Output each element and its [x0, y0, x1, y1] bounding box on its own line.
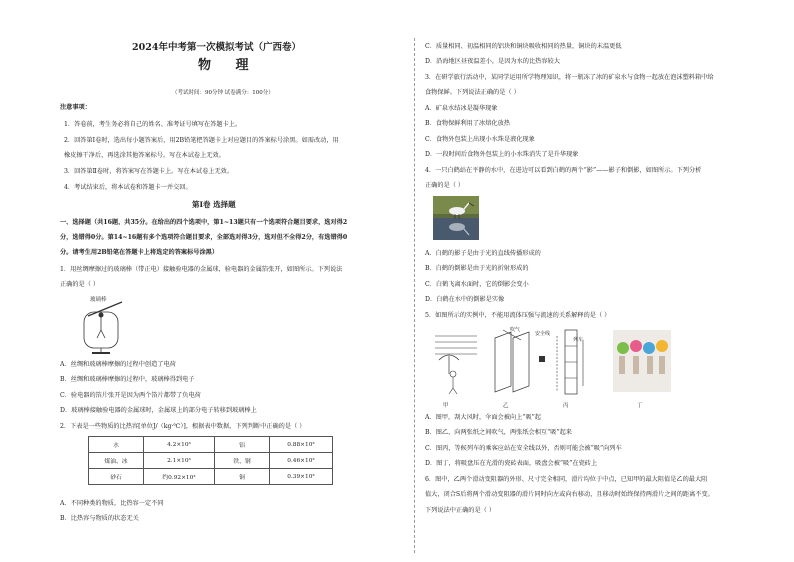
question-2-option[interactable]: D．沿海地区昼夜温差小，是因为水的比热容较大	[425, 58, 560, 65]
question-5-option[interactable]: C．图丙，等候列车的乘客应站在安全线以外，否则可能会被“吸”向列车	[425, 445, 622, 452]
table-row	[89, 469, 333, 485]
question-1-option[interactable]: D．玻璃棒接触验电器的金属球时，金属球上的部分电子转移到玻璃棒上	[60, 407, 257, 414]
figure-papers	[495, 330, 529, 392]
figure-caption-jia: 甲	[443, 403, 449, 409]
question-1-option[interactable]: C．验电器的箔片张开是因为两个箔片都带了负电荷	[60, 392, 201, 399]
notice-heading: 注意事项：	[60, 104, 91, 111]
question-1-stem: 正确的是（ ）	[60, 281, 100, 288]
table-cell: 煤油、冰	[89, 453, 144, 469]
table-cell: 铝	[215, 437, 270, 453]
question-4-option[interactable]: B．白鹤的倒影是由于光的折射形成的	[425, 265, 529, 272]
figure-caption-yi: 乙	[503, 403, 509, 409]
figure-umbrella	[435, 336, 477, 394]
table-cell: 铜	[215, 469, 270, 485]
exam-title: 2024年中考第一次模拟考试（广西卷）	[132, 42, 301, 53]
question-6-stem: 6．图中，乙两个滑动变阻器的外形、尺寸完全相同，滑片均位于中点，已知甲的最大阻值是乙的最大阻	[425, 476, 708, 483]
section-intro: 分，选错得0分。第14~16题有多个选项符合题目要求，全部选对得3分，选对但不全得2分，有选错得0	[60, 234, 348, 241]
question-2-option[interactable]: C．质量相同、初温相同的铝块和铜块吸收相同的热量，铜块的末温更低	[425, 43, 622, 50]
question-3-option[interactable]: A．矿泉水结冰是凝华现象	[425, 105, 498, 112]
table-cell: 0.39×10³	[270, 469, 333, 485]
question-3-option[interactable]: B．食物保鲜利用了冰熔化放热	[425, 120, 510, 127]
table-cell: 4.2×10³	[144, 437, 215, 453]
question-2-stem: 2．下表是一些物质的比热容[单位J/（kg·℃）]，根据表中数据，下列判断中正确的是（ ）	[60, 423, 306, 430]
question-5-option[interactable]: B．图乙，向两张纸之间吹气，两张纸会相互“吸”起来	[425, 429, 572, 436]
question-4-option[interactable]: D．白鹤在水中的倒影是实像	[425, 296, 505, 303]
table-cell: 铁、钢	[215, 453, 270, 469]
question-1-stem: 1．用丝绸摩擦过的玻璃棒（带正电）接触验电器的金属球，验电器的金属箔张开，如图所示。下列说法	[60, 266, 343, 273]
column-divider	[414, 38, 415, 553]
question-5-option[interactable]: D．图丁，将吸盘压在光滑的瓷砖表面，吸盘会被“吸”在瓷砖上	[425, 460, 598, 467]
figure-label-blow: 吹气	[510, 327, 521, 333]
table-row	[89, 437, 333, 453]
question-6-stem: 值大，闭合S后将两个滑动变阻器的滑片同时向左或向右移动，且移动时始终保持两滑片之间的距离不变。	[425, 491, 714, 498]
figure-label-glass-rod: 玻璃棒	[90, 297, 107, 303]
figure-suction-cups	[613, 330, 671, 392]
question-4-stem: 正确的是（ ）	[425, 182, 465, 189]
subject-title: 物 理	[198, 58, 259, 73]
figure-label-train: 列车	[573, 337, 584, 343]
right-column	[425, 0, 745, 562]
figure-label-safety-line: 安全线	[535, 331, 551, 337]
left-column	[60, 0, 410, 562]
notice-item: 1．答卷前，考生务必将自己的姓名、准考证号填写在答题卡上。	[64, 121, 242, 128]
table-row	[89, 453, 333, 469]
notice-item: 2．回答第Ⅰ卷时，选出每小题答案后，用2B铅笔把答题卡上对应题目的答案标号涂黑。如需改动，用	[64, 137, 339, 144]
question-1-option[interactable]: A．丝绸和玻璃棒摩擦的过程中创造了电荷	[60, 361, 176, 368]
table-cell: 0.88×10³	[270, 437, 333, 453]
table-cell: 2.1×10³	[144, 453, 215, 469]
specific-heat-table	[88, 436, 333, 485]
question-4-option[interactable]: C．白鹤飞离水面时，它的倒影会变小	[425, 281, 529, 288]
notice-item: 橡皮擦干净后，再选涂其他答案标号。写在本试卷上无效。	[64, 152, 225, 159]
question-6-stem: 下列说法中正确的是（ ）	[425, 507, 496, 514]
notice-item: 3．回答第Ⅱ卷时，将答案写在答题卡上。写在本试卷上无效。	[64, 168, 234, 175]
question-3-option[interactable]: D．一段时间后食物外包装上的小水珠消失了是升华现象	[425, 151, 579, 158]
question-4-stem: 4．一只白鹤站在平静的水中，在进边可以看到白鹤的两个“影”——影子和倒影，如图所示。下列分析	[425, 167, 702, 174]
figure-caption-bing: 丙	[563, 403, 569, 409]
notice-item: 4．考试结束后，将本试卷和答题卡一并交回。	[64, 184, 192, 191]
question-3-stem: 食物保鲜。下列说法正确的是（ ）	[425, 89, 520, 96]
section-title: 第Ⅰ卷 选择题	[192, 200, 236, 209]
question-5-stem: 5．如图所示的实例中，不能用流体压强与流速的关系解释的是（ ）	[425, 312, 611, 319]
electroscope-figure	[70, 294, 150, 356]
question-1-option[interactable]: B．丝绸和玻璃棒摩擦的过程中，玻璃棒得到电子	[60, 376, 195, 383]
table-cell: 约0.92×10³	[144, 469, 215, 485]
fluid-pressure-figures	[433, 326, 673, 398]
table-cell: 水	[89, 437, 144, 453]
figure-caption-ding: 丁	[637, 403, 643, 409]
exam-info: （考试时间：90分钟 试卷满分：100分）	[172, 90, 274, 96]
table-cell: 0.46×10³	[270, 453, 333, 469]
table-cell: 砂石	[89, 469, 144, 485]
question-5-option[interactable]: A．图甲，刮大风时，伞面会被向上“吸”起	[425, 414, 541, 421]
question-2-option[interactable]: A．不同种类的物质，比热容一定不同	[60, 500, 164, 507]
question-3-option[interactable]: C．食物外包装上出现小水珠是液化现象	[425, 136, 535, 143]
question-2-option[interactable]: B．比热容与物质的状态无关	[60, 515, 139, 522]
section-intro: 分。请考生用2B铅笔在答题卡上将选定的答案标号涂黑）	[60, 249, 219, 256]
section-intro: 一、选择题（共16题，共35分。在给出的四个选项中，第1~13题只有一个选项符合题目要求，选对得2	[60, 219, 348, 226]
crane-photo	[433, 196, 479, 240]
question-4-option[interactable]: A．白鹤的影子是由于光的直线传播形成的	[425, 250, 541, 257]
question-3-stem: 3．在研学旅行活动中，某同学运用所学物理知识，将一瓶冻了冰的矿泉水与食物一起放在泡沫塑料箱中给	[425, 74, 714, 81]
